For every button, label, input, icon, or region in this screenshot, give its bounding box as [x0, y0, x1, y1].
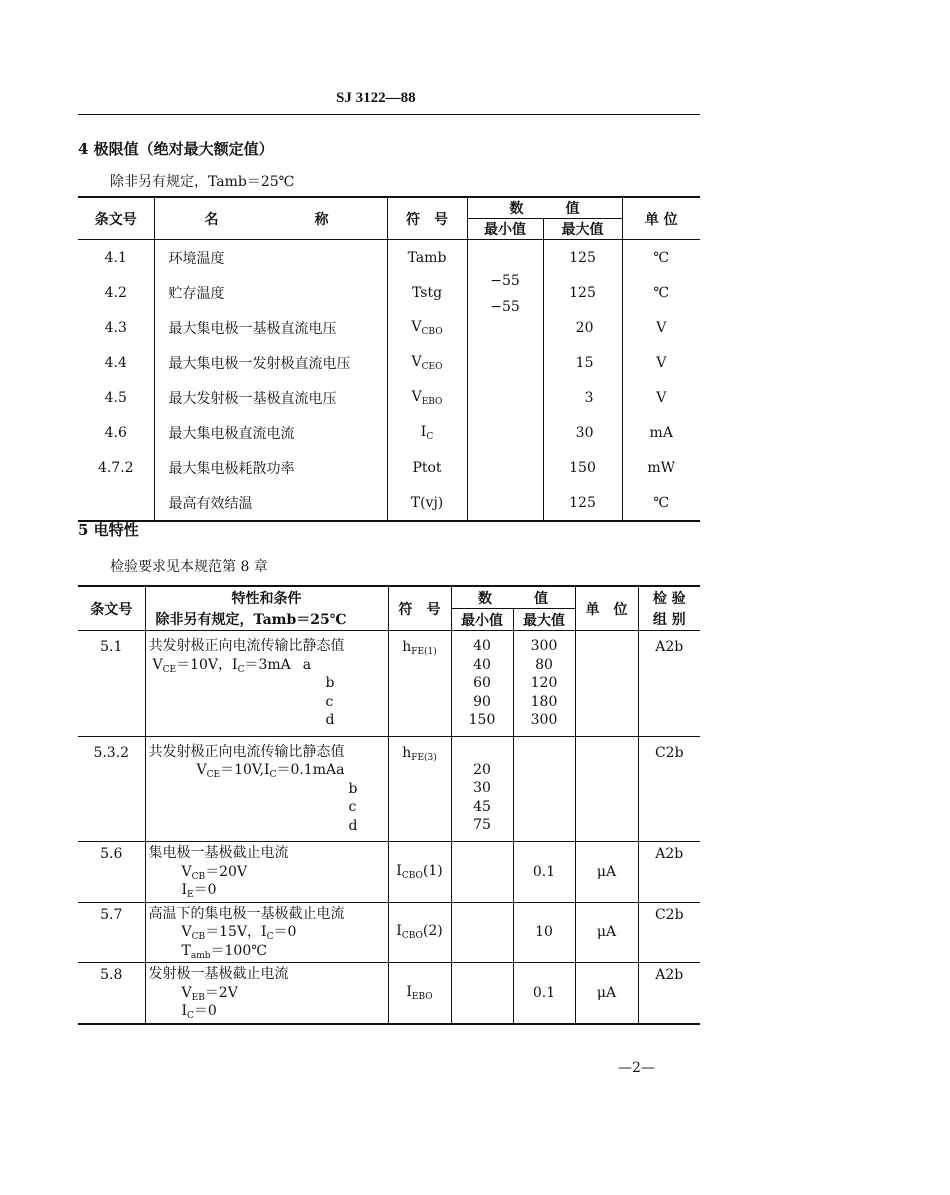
table-row: 5.3.2 共发射极正向电流传输比静态值 $V_{CE}=10V,I_C=0.1mAa$ b c d $h_{FE(3)}$ 20 30 45 75 C2b — [78, 736, 700, 842]
table-row: 5.1 共发射极正向电流传输比静态值 $V_{CE}=10V$，$I_C=3mA$ a b c d $h_{FE(1)}$ 40 40 60 90 150 300 80 120 180 300 A2b — [78, 631, 700, 737]
table-row: 5.8 发射极一基极截止电流 $V_{EB}=2V$ $I_C=0$ $I_{EBO}$ 0.1 μA A2b — [78, 963, 700, 1024]
col-clause: 条文号 — [78, 586, 145, 631]
limits-table — [78, 196, 700, 522]
col-unit: 单 位 — [575, 586, 638, 631]
table-row: 最高有效结温 T(vj) 125 ℃ — [78, 485, 700, 521]
table-row: 4.1 环境温度 Tamb −55 125 ℃ — [78, 240, 700, 276]
col-min: 最小值 — [451, 609, 513, 631]
col-symbol: 符 号 — [387, 197, 467, 240]
table-row: 5.7 高温下的集电极一基极截止电流 $V_{CB}=15V$，$I_C=0$ $T_{amb}=100℃$ $I_{CBO}(2)$ 10 μA C2b — [78, 902, 700, 963]
section4-title: 4 极限值（绝对最大额定值） — [78, 140, 274, 158]
table-row: 4.5 最大发射极一基极直流电压 $V_{EBO}$ 3 V — [78, 380, 700, 415]
electrical-characteristics-table — [78, 585, 700, 1025]
col-max: 最大值 — [513, 609, 575, 631]
header-rule — [78, 114, 700, 115]
document-code: SJ 3122—88 — [336, 90, 416, 106]
page-number: —2— — [618, 1060, 655, 1076]
section5-title: 5 电特性 — [78, 521, 139, 539]
col-group-a: 检 验 — [638, 586, 700, 609]
table-row: 4.3 最大集电极一基极直流电压 $V_{CBO}$ 20 V — [78, 310, 700, 345]
col-char-note: 除非另有规定，Tamb＝25℃ — [145, 609, 388, 631]
table-row: 5.6 集电极一基极截止电流 $V_{CB}=20V$ $I_E=0$ $I_{CBO}(1)$ 0.1 μA A2b — [78, 842, 700, 903]
table-row: 4.4 最大集电极一发射极直流电压 $V_{CEO}$ 15 V — [78, 345, 700, 380]
col-max: 最大值 — [543, 219, 622, 240]
col-value: 数 值 — [467, 197, 622, 219]
col-group-b: 组 别 — [638, 609, 700, 631]
col-min: 最小值 — [467, 219, 543, 240]
table-row: 4.6 最大集电极直流电流 $I_C$ 30 mA — [78, 415, 700, 450]
table-row: 4.2 贮存温度 Tstg −55 125 ℃ — [78, 275, 700, 310]
col-characteristics: 特性和条件 — [145, 586, 388, 609]
col-symbol: 符 号 — [388, 586, 451, 631]
table-row: 4.7.2 最大集电极耗散功率 Ptot 150 mW — [78, 450, 700, 485]
col-clause: 条文号 — [78, 197, 154, 240]
section5-note: 检验要求见本规范第 8 章 — [110, 559, 268, 575]
section4-note: 除非另有规定，Tamb＝25℃ — [110, 174, 295, 190]
col-value: 数 值 — [451, 586, 575, 609]
col-name: 名 称 — [154, 197, 387, 240]
col-unit: 单 位 — [622, 197, 700, 240]
